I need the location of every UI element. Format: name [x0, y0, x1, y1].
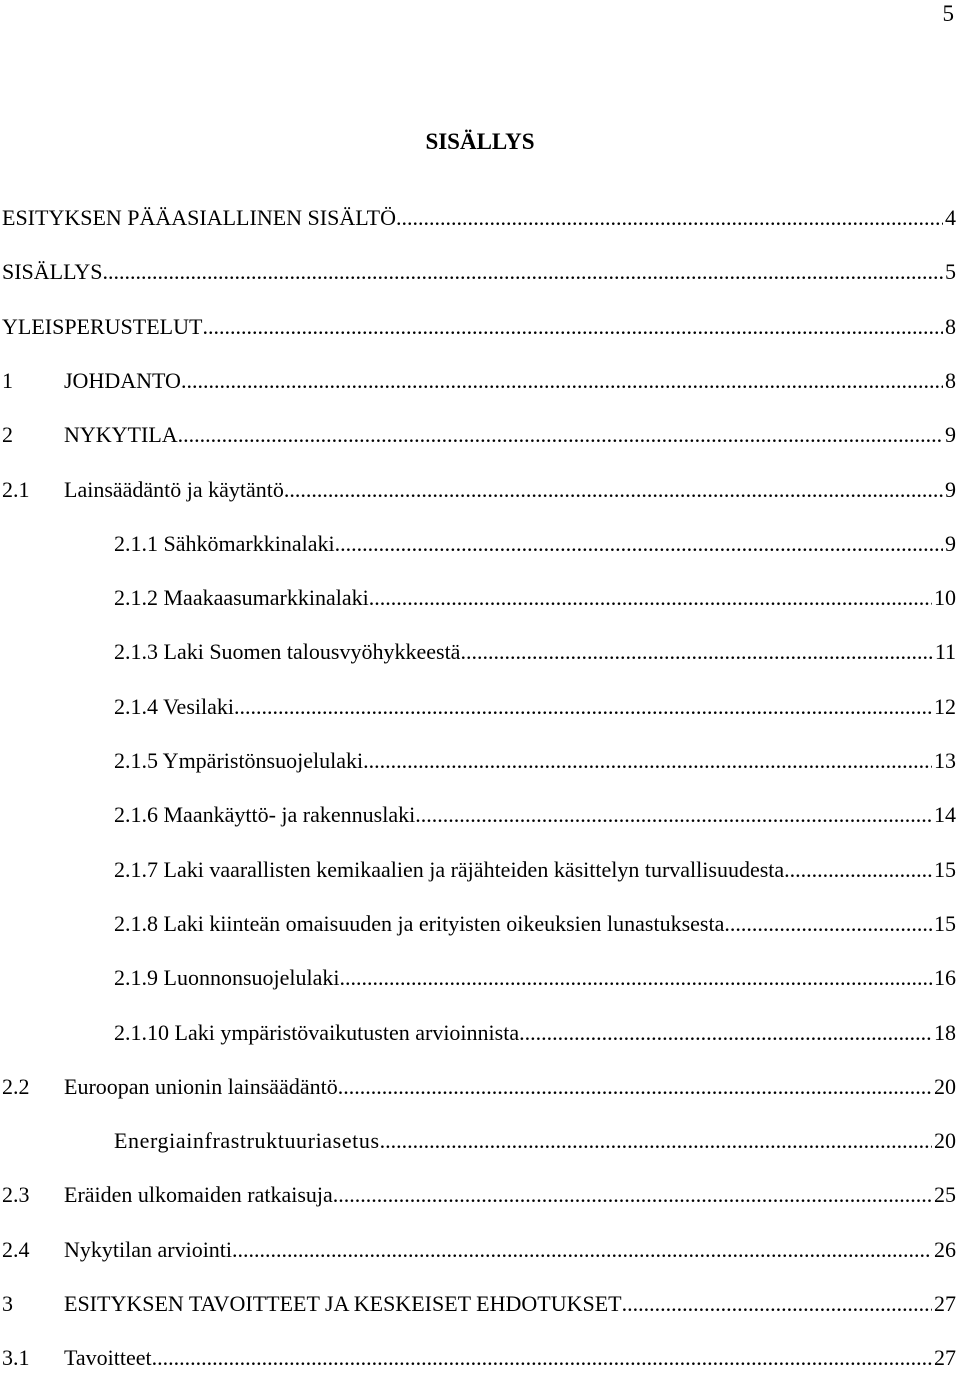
toc-entry-page: 20: [934, 1073, 956, 1099]
toc-entry-label: 2.1.1 Sähkömarkkinalaki: [114, 530, 335, 556]
toc-entry-label: 2.1.2 Maakaasumarkkinalaki: [114, 585, 369, 611]
toc-entry-page: 14: [934, 802, 956, 828]
toc-entry-label: 2.1.8 Laki kiinteän omaisuuden ja erityisten oikeuksien lunastuksesta: [114, 910, 725, 936]
dot-leader: [415, 800, 932, 830]
toc-entry-number: 2.3: [2, 1182, 30, 1208]
toc-entry[interactable]: [0, 583, 960, 613]
dot-leader: [460, 637, 932, 667]
toc-entry-label: SISÄLLYS: [2, 259, 103, 285]
toc-entry-page: 27: [934, 1345, 956, 1371]
dot-leader: [363, 746, 932, 776]
toc-entry-label: 2.1.10 Laki ympäristövaikutusten arvioinnista: [114, 1019, 520, 1045]
toc-entry[interactable]: [0, 366, 960, 396]
dot-leader: [102, 257, 943, 287]
toc-entry-page: 12: [934, 693, 956, 719]
toc-entry[interactable]: [0, 475, 960, 505]
toc-entry-page: 16: [934, 965, 956, 991]
toc-entry[interactable]: [0, 692, 960, 722]
toc-entry-page: 8: [945, 313, 956, 339]
dot-leader: [181, 366, 943, 396]
toc-entry-page: 5: [945, 259, 956, 285]
dot-leader: [234, 692, 932, 722]
toc-entry-label: Lainsäädäntö ja käytäntö: [64, 476, 284, 502]
toc-entry[interactable]: [0, 746, 960, 776]
toc-entry-label: Nykytilan arviointi: [64, 1236, 233, 1262]
toc-entry-number: 3.1: [2, 1345, 30, 1371]
toc-entry-page: 15: [934, 910, 956, 936]
dot-leader: [369, 583, 932, 613]
page-number: 5: [942, 1, 954, 26]
toc-entry-page: 9: [945, 530, 956, 556]
toc-entry[interactable]: [0, 1072, 960, 1102]
dot-leader: [724, 909, 932, 939]
dot-leader: [396, 203, 943, 233]
toc-entry-label: 2.1.4 Vesilaki: [114, 693, 234, 719]
toc-entry-label: Eräiden ulkomaiden ratkaisuja: [64, 1182, 333, 1208]
dot-leader: [622, 1289, 932, 1319]
dot-leader: [338, 1072, 932, 1102]
toc-entry[interactable]: [0, 800, 960, 830]
toc-entry-label: ESITYKSEN PÄÄASIALLINEN SISÄLTÖ: [2, 205, 396, 230]
toc-entry[interactable]: [0, 1343, 960, 1373]
toc-entry-label: YLEISPERUSTELUT: [2, 313, 203, 339]
dot-leader: [152, 1343, 932, 1373]
toc-entry[interactable]: [0, 963, 960, 993]
toc-entry[interactable]: [0, 1235, 960, 1265]
toc-entry-page: 9: [945, 476, 956, 502]
dot-leader: [519, 1018, 932, 1048]
toc-entry-page: 27: [934, 1291, 956, 1316]
toc-entry[interactable]: [0, 420, 960, 450]
toc-entry[interactable]: [0, 1126, 960, 1156]
dot-leader: [339, 963, 932, 993]
dot-leader: [784, 855, 932, 885]
toc-title: SISÄLLYS: [425, 129, 535, 154]
toc-entry-page: 18: [934, 1019, 956, 1045]
toc-entry-label: 2.1.3 Laki Suomen talousvyöhykkeestä: [114, 639, 461, 665]
dot-leader: [232, 1235, 932, 1265]
toc-entry-page: 25: [934, 1182, 956, 1208]
toc-entry[interactable]: [0, 1180, 960, 1210]
toc-entry-page: 10: [934, 585, 956, 611]
toc-entry-label: ESITYKSEN TAVOITTEET JA KESKEISET EHDOTUKSET: [64, 1291, 622, 1316]
toc-entry-page: 15: [934, 856, 956, 882]
toc-entry[interactable]: [0, 529, 960, 559]
toc-entry[interactable]: [0, 257, 960, 287]
toc-entry-page: 20: [934, 1128, 956, 1154]
toc-entry-label: JOHDANTO: [64, 367, 181, 393]
dot-leader: [335, 529, 943, 559]
dot-leader: [202, 312, 943, 342]
toc-entry-label: Energiainfrastruktuuriasetus: [114, 1128, 380, 1154]
toc-entry[interactable]: [0, 855, 960, 885]
toc-entry-page: 4: [945, 205, 956, 230]
dot-leader: [333, 1180, 932, 1210]
toc-entry-label: 2.1.9 Luonnonsuojelulaki: [114, 965, 340, 991]
toc-entry-number: 2: [2, 422, 13, 448]
toc-entry-label: 2.1.5 Ympäristönsuojelulaki: [114, 748, 364, 773]
toc-entry-page: 13: [934, 748, 956, 773]
toc-entry-label: NYKYTILA: [64, 422, 178, 448]
toc-entry-number: 3: [2, 1291, 13, 1316]
toc-entry[interactable]: [0, 909, 960, 939]
toc-entry-number: 1: [2, 367, 13, 393]
toc-entry-label: 2.1.6 Maankäyttö- ja rakennuslaki: [114, 802, 416, 828]
toc-entry-page: 11: [934, 639, 956, 665]
toc-entry[interactable]: [0, 312, 960, 342]
toc-entry[interactable]: [0, 203, 960, 233]
dot-leader: [284, 475, 943, 505]
dot-leader: [178, 420, 943, 450]
toc-entry[interactable]: [0, 1018, 960, 1048]
toc-entry-number: 2.4: [2, 1236, 30, 1262]
toc-entry-number: 2.1: [2, 476, 30, 502]
toc-entry-label: Euroopan unionin lainsäädäntö: [64, 1073, 338, 1099]
toc-entry-page: 8: [945, 367, 956, 393]
toc-entry[interactable]: [0, 637, 960, 667]
toc-entry-label: Tavoitteet: [64, 1345, 152, 1371]
toc-entry-page: 26: [934, 1236, 956, 1262]
dot-leader: [380, 1126, 932, 1156]
toc-entry-label: 2.1.7 Laki vaarallisten kemikaalien ja räjähteiden käsittelyn turvallisuudesta: [114, 856, 785, 882]
toc-entry-number: 2.2: [2, 1073, 30, 1099]
toc-entry-page: 9: [945, 422, 956, 448]
toc-entry[interactable]: [0, 1289, 960, 1319]
